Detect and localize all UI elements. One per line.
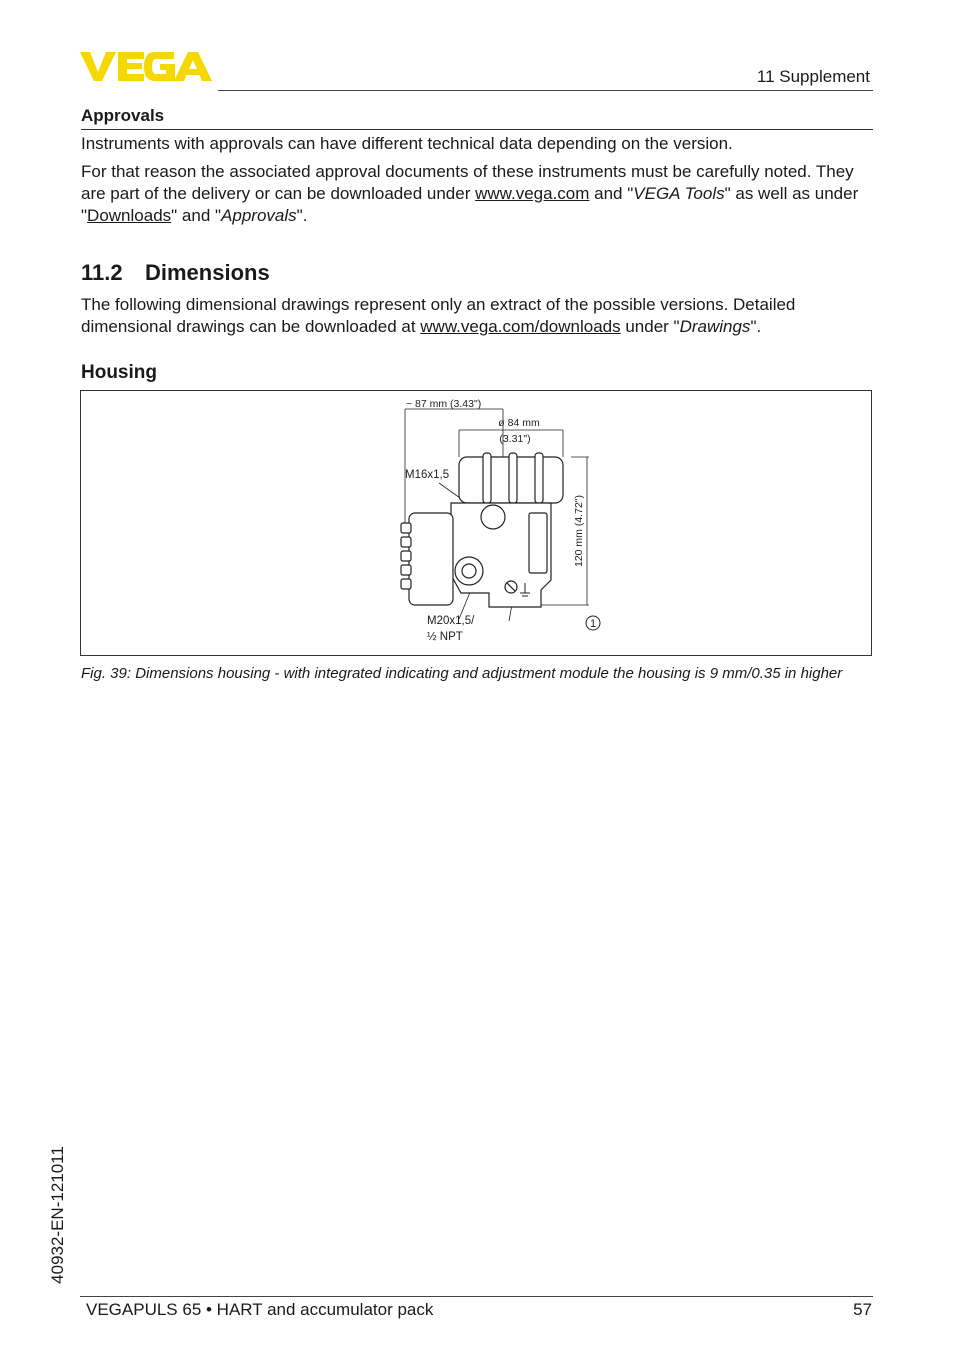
approvals-text: and " [589,184,634,203]
vega-logo [80,48,212,84]
dim-diameter-in-label: (3.31") [499,433,531,445]
approvals-text: ". [296,206,308,225]
section-heading-dimensions [81,260,270,286]
vega-com-link[interactable]: www.vega.com [475,184,590,203]
dimensions-text: under " [620,317,680,336]
section-title: Dimensions [145,260,270,285]
document-number-text: 40932-EN-121011 [48,1146,67,1284]
approvals-emphasis: Approvals [221,206,297,225]
page-number: 57 [853,1300,872,1319]
downloads-link[interactable]: Downloads [87,206,172,225]
header-divider [218,90,873,91]
thread-bottom-label-2: ½ NPT [427,631,463,643]
dimensions-text: ". [750,317,762,336]
thread-top-label: M16x1,5 [405,469,450,481]
section-number: 11.2 [81,260,123,285]
approvals-text: For that reason the associated approval documents of these instruments must be carefully noted. They are part of the delivery or can be downloaded under [81,162,854,203]
drawings-emphasis: Drawings [679,317,751,336]
approvals-heading: Approvals [81,106,165,125]
housing-figure [80,390,872,656]
approvals-text: " and " [171,206,222,225]
footer-product-title: VEGAPULS 65 • HART and accumulator pack [86,1300,434,1319]
footer-divider [80,1296,873,1297]
dim-height-label: 120 mm (4.72") [573,494,585,568]
dim-width-label: ~ 87 mm (3.43") [406,398,482,410]
approvals-paragraph-1: Instruments with approvals can have different technical data depending on the version. [81,134,733,153]
figure-caption: Fig. 39: Dimensions housing - with integrated indicating and adjustment module the housing is 9 mm/0.35 in higher [81,665,843,682]
section-label: 11 Supplement [756,67,870,86]
document-number [47,1145,69,1285]
dimensions-paragraph [81,294,873,338]
dimensions-text: The following dimensional drawings represent only an extract of the possible versions. Detailed dimensional drawings can be downloaded at [81,295,796,336]
downloads-url-link[interactable]: www.vega.com/downloads [420,317,621,336]
approvals-text: " as well as under " [81,184,859,225]
housing-dimension-drawing [391,395,621,649]
approvals-rule [81,129,873,130]
callout-number: 1 [589,618,597,630]
housing-heading: Housing [81,362,157,383]
vega-tools-emphasis: VEGA Tools [633,184,725,203]
dim-diameter-mm-label: ø 84 mm [498,417,540,429]
approvals-paragraph-2 [81,161,873,227]
thread-bottom-label-1: M20x1,5/ [427,615,475,627]
